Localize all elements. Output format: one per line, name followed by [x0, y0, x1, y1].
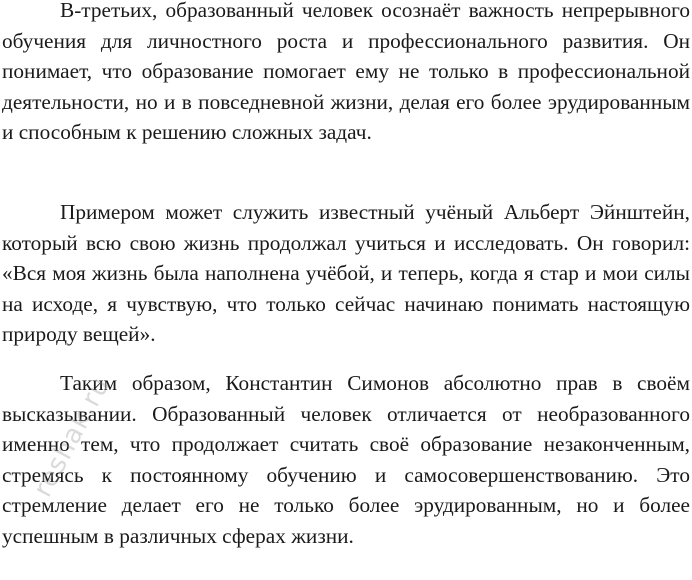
- paragraph-1: В-третьих, образованный человек осознаёт важность непрерывного обучения для личностного роста и профессионального развития. Он понимает, что образование помогает ему не только в профессиональной деятельности, но и в повседневной жизни, делая его более эрудированным и способным к решению сложных задач.: [2, 0, 690, 144]
- paragraph-2: Примером может служить известный учёный Альберт Эйнштейн, который всю свою жизнь продолжал учиться и исследовать. Он говорил: «Вся моя жизнь была наполнена учёбой, и теперь, когда я стар и мои силы на исходе, я чувствую, что только сейчас начинаю понимать настоящую природу вещей».: [2, 200, 690, 346]
- paragraph-3: Таким образом, Константин Симонов абсолютно прав в своём высказывании. Образованный человек отличается от необразованного именно тем, что продолжает считать своё образование незаконченным, стремясь к постоянному обучению и самосовершенствованию. Это стремление делает его не только более эрудированным, но и более успешным в различных сферах жизни.: [2, 371, 690, 548]
- watermark: reshak.ru: [28, 371, 117, 503]
